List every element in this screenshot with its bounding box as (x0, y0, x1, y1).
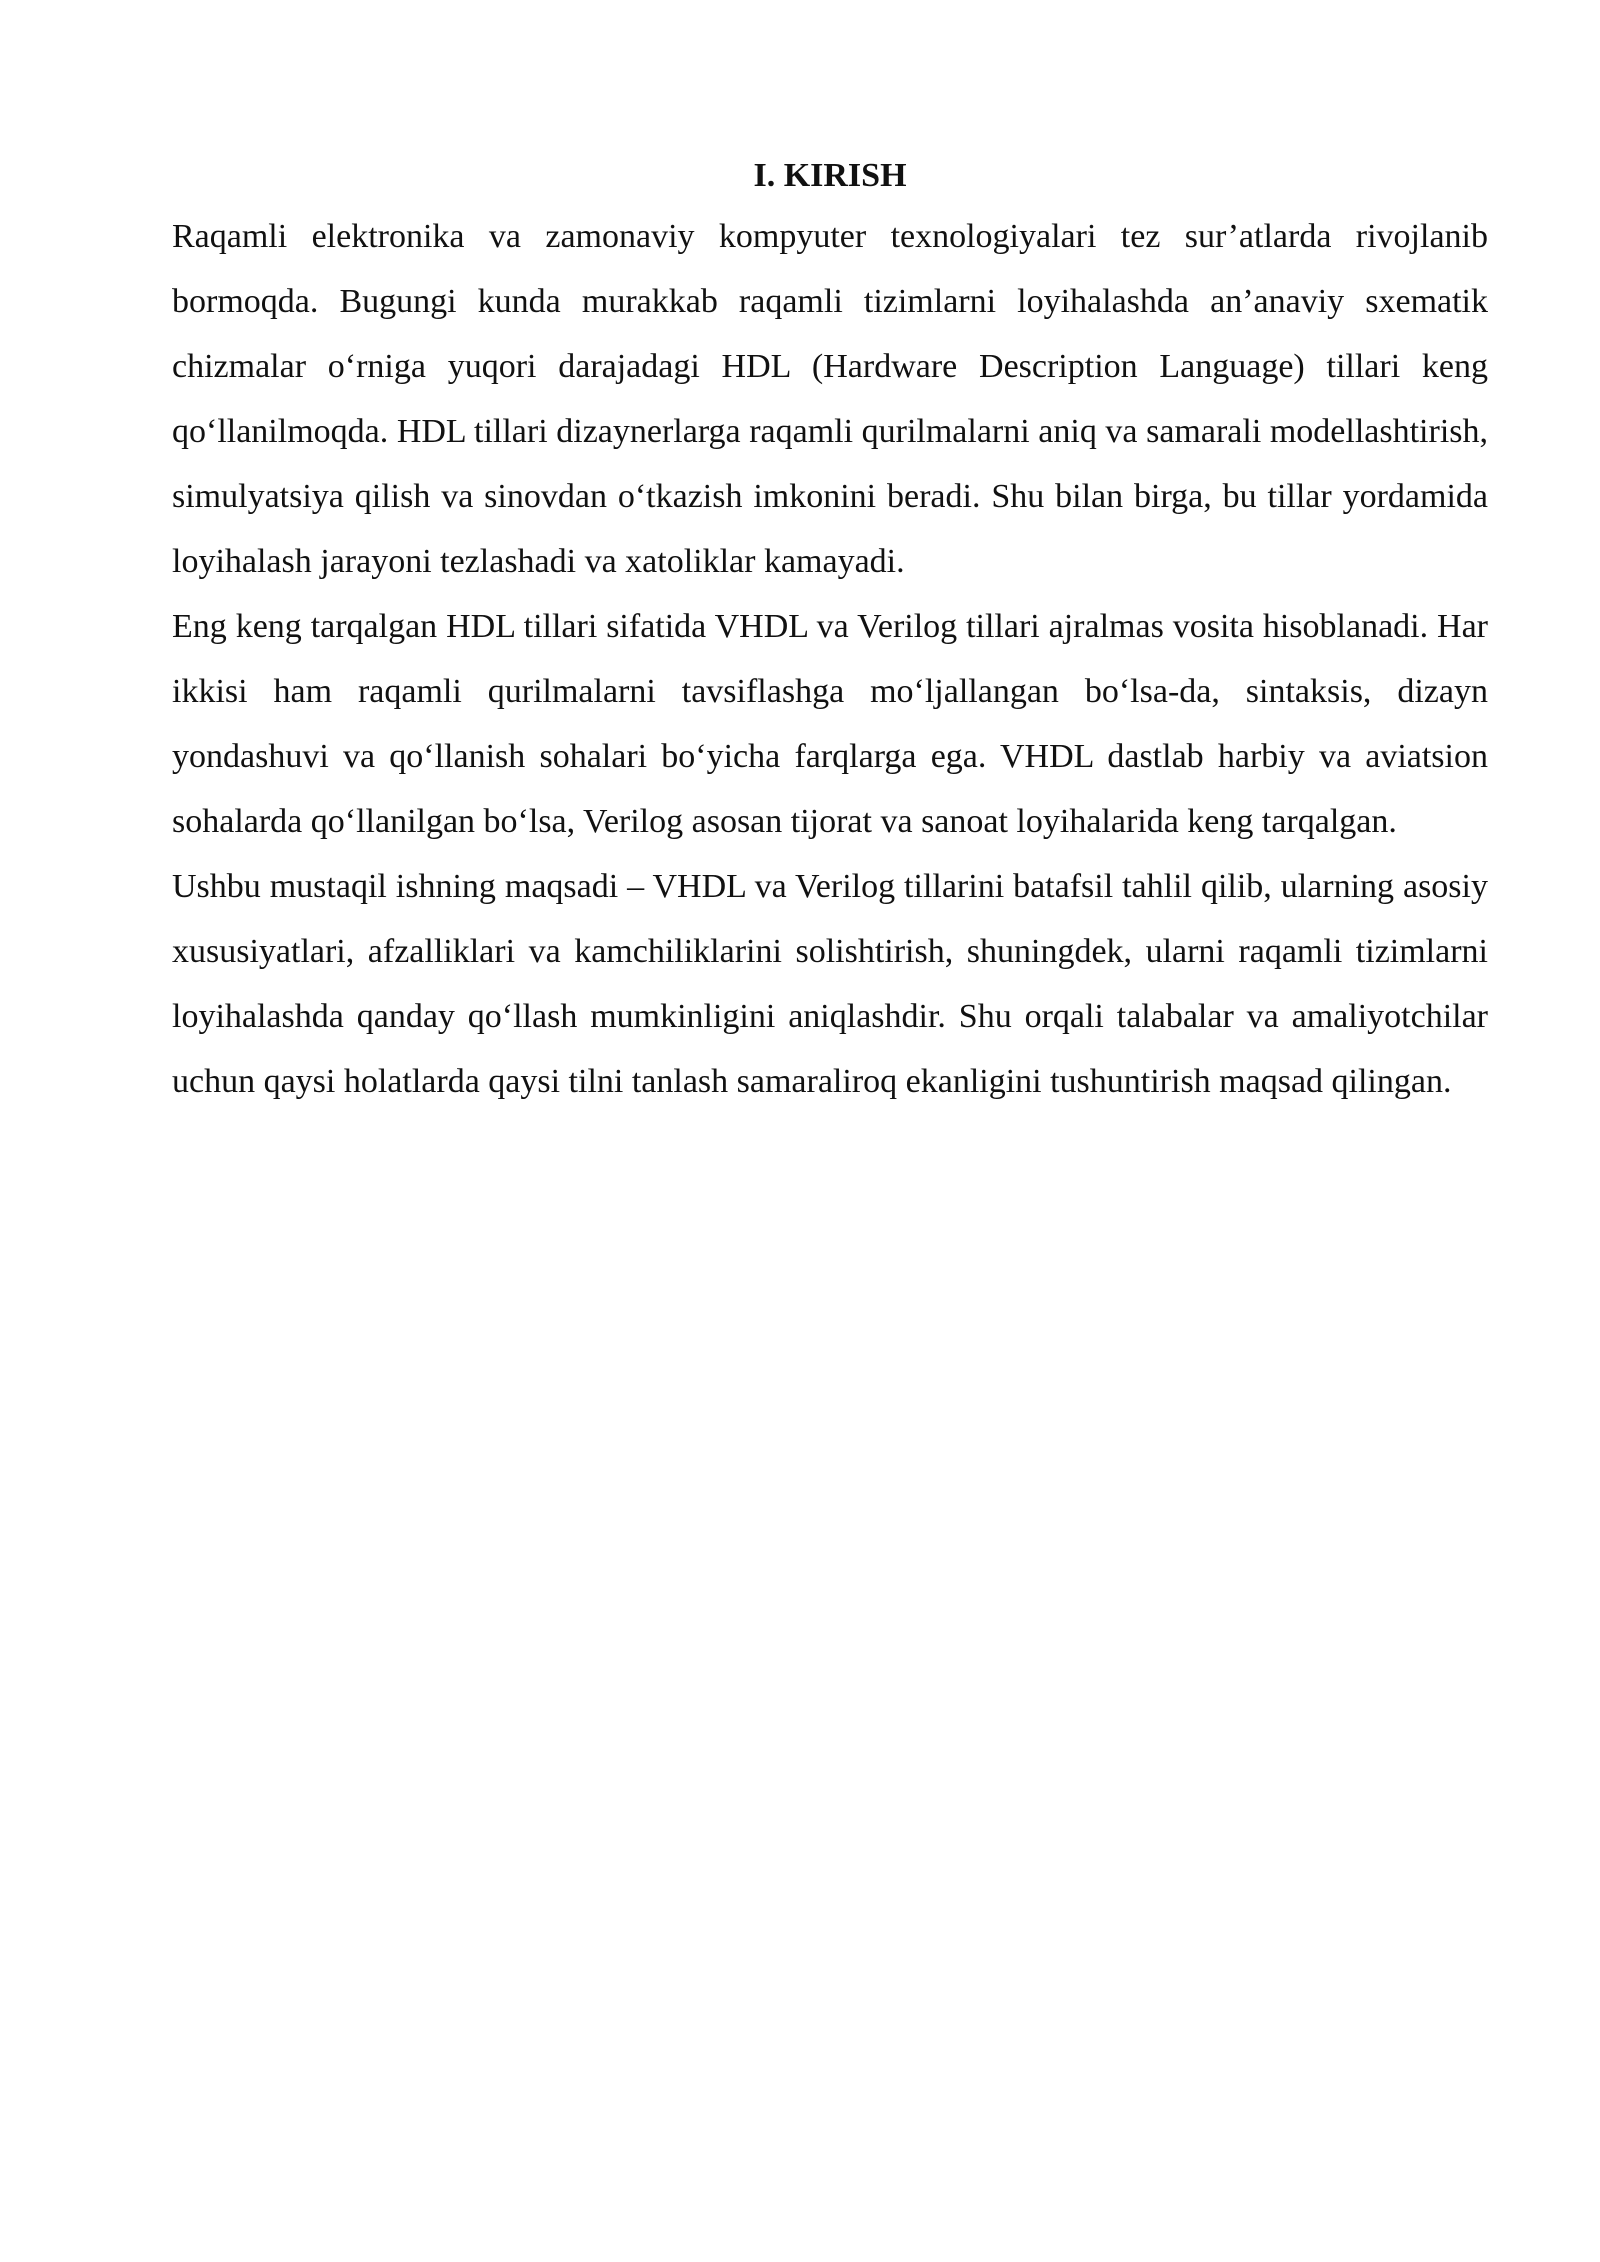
paragraph-intro: Raqamli elektronika va zamonaviy kompyuter texnologiyalari tez sur’atlarda rivojlanib bormoqda. Bugungi kunda murakkab raqamli tizimlarni loyihalashda an’anaviy sxematik chizmalar o‘rniga yuqori darajadagi HDL (Hardware Description Language) tillari keng qo‘llanilmoqda. HDL tillari dizaynerlarga raqamli qurilmalarni aniq va samarali modellashtirish, simulyatsiya qilish va sinovdan o‘tkazish imkonini beradi. Shu bilan birga, bu tillar yordamida loyihalash jarayoni tezlashadi va xatoliklar kamayadi. (172, 218, 1488, 580)
paragraph-purpose: Ushbu mustaqil ishning maqsadi – VHDL va Verilog tillarini batafsil tahlil qilib, ularning asosiy xususiyatlari, afzalliklari va kamchiliklarini solishtirish, shuningdek, ularni raqamli tizimlarni loyihalashda qanday qo‘llash mumkinligini aniqlashdir. Shu orqali talabalar va amaliyotchilar uchun qaysi holatlarda qaysi tilni tanlash samaraliroq ekanligini tushuntirish maqsad qilingan. (172, 868, 1488, 1100)
document-body (172, 148, 1488, 1114)
section-heading: I. KIRISH (753, 157, 907, 194)
paragraph-hdl-languages: Eng keng tarqalgan HDL tillari sifatida VHDL va Verilog tillari ajralmas vosita hisoblanadi. Har ikkisi ham raqamli qurilmalarni tavsiflashga mo‘ljallangan bo‘lsa-da, sintaksis, dizayn yondashuvi va qo‘llanish sohalari bo‘yicha farqlarga ega. VHDL dastlab harbiy va aviatsion sohalarda qo‘llanilgan bo‘lsa, Verilog asosan tijorat va sanoat loyihalarida keng tarqalgan. (172, 608, 1488, 840)
